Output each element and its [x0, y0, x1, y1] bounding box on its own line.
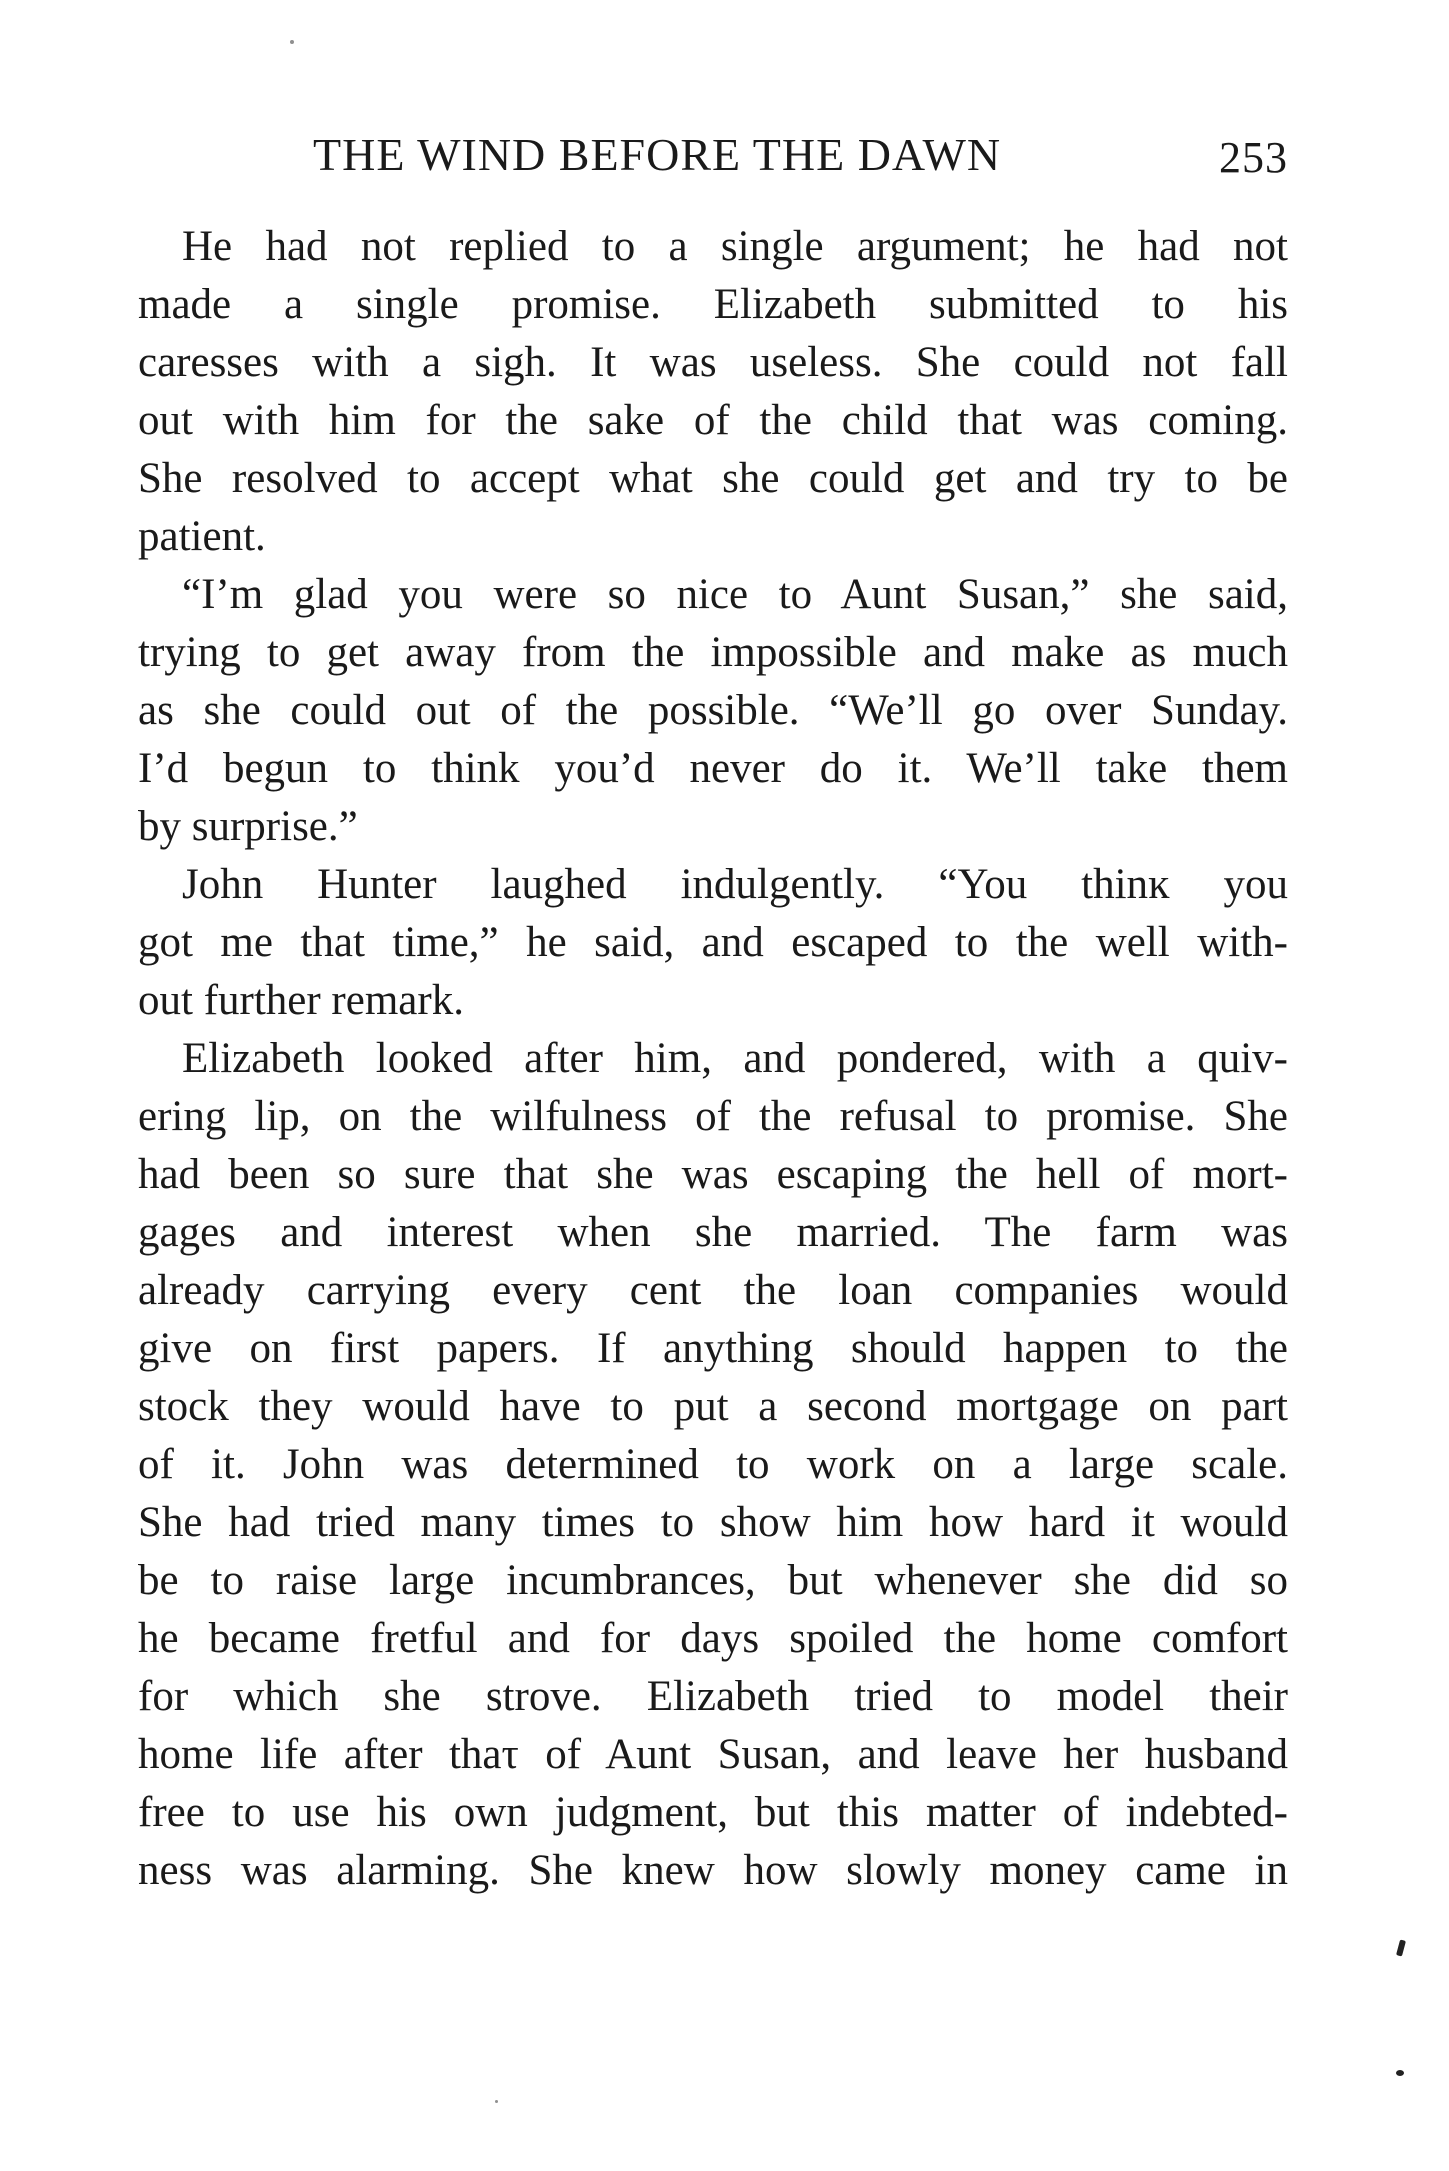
- text-line: as she could out of the possible. “We’ll go over Sunday.: [138, 687, 1288, 734]
- body-text: [138, 218, 1288, 1900]
- text-line: He had not replied to a single argument; he had not: [182, 223, 1288, 270]
- text-line: trying to get away from the impossible and make as much: [138, 629, 1288, 676]
- text-line: John Hunter laughed indulgently. “You thinĸ you: [182, 861, 1288, 908]
- ink-speck: [495, 2100, 498, 2103]
- text-line: out further remark.: [138, 977, 464, 1024]
- ink-speck: [1396, 1939, 1406, 1956]
- text-line: “I’m glad you were so nice to Aunt Susan,” she said,: [182, 571, 1288, 618]
- text-line: give on first papers. If anything should happen to the: [138, 1325, 1288, 1372]
- text-line: ness was alarming. She knew how slowly money came in: [138, 1847, 1288, 1894]
- text-line: Elizabeth looked after him, and pondered, with a quiv-: [182, 1035, 1288, 1082]
- text-line: out with him for the sake of the child that was coming.: [138, 397, 1288, 444]
- text-line: already carrying every cent the loan companies would: [138, 1267, 1288, 1314]
- running-header: [138, 128, 1288, 184]
- text-line: by surprise.”: [138, 803, 358, 850]
- text-line: stock they would have to put a second mortgage on part: [138, 1383, 1288, 1430]
- running-title: THE WIND BEFORE THE DAWN: [313, 129, 1002, 180]
- text-line: made a single promise. Elizabeth submitted to his: [138, 281, 1288, 328]
- text-line: ering lip, on the wilfulness of the refusal to promise. She: [138, 1093, 1288, 1140]
- text-line: home life after thaτ of Aunt Susan, and leave her husband: [138, 1731, 1288, 1778]
- text-line: free to use his own judgment, but this matter of indebted-: [138, 1789, 1288, 1836]
- text-line: She had tried many times to show him how hard it would: [138, 1499, 1288, 1546]
- text-line: for which she strove. Elizabeth tried to model their: [138, 1673, 1288, 1720]
- text-line: patient.: [138, 513, 266, 560]
- ink-speck: [290, 40, 294, 44]
- ink-speck: [1396, 2070, 1404, 2076]
- text-line: of it. John was determined to work on a large scale.: [138, 1441, 1288, 1488]
- text-line: She resolved to accept what she could get and try to be: [138, 455, 1288, 502]
- text-line: he became fretful and for days spoiled the home comfort: [138, 1615, 1288, 1662]
- text-line: I’d begun to think you’d never do it. We’ll take them: [138, 745, 1288, 792]
- text-line: gages and interest when she married. The farm was: [138, 1209, 1288, 1256]
- text-line: got me that time,” he said, and escaped to the well with-: [138, 919, 1288, 966]
- page-number: 253: [1219, 133, 1288, 182]
- text-line: caresses with a sigh. It was useless. She could not fall: [138, 339, 1288, 386]
- text-line: be to raise large incumbrances, but whenever she did so: [138, 1557, 1288, 1604]
- text-line: had been so sure that she was escaping the hell of mort-: [138, 1151, 1288, 1198]
